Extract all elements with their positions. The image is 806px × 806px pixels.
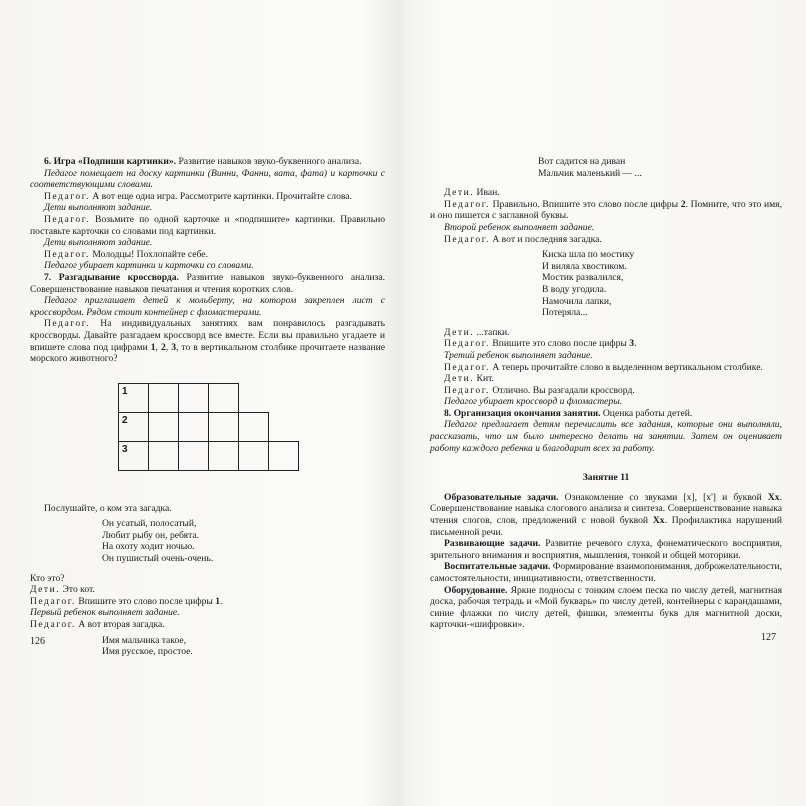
stage-direction: Педагог убирает картинки и карточки со словами. [44, 260, 254, 272]
teacher-line: Педагог. Впишите это слово после цифры 3. [444, 338, 637, 350]
riddle-poem: Киска шла по мостику И виляла хвостиком. Мостик развалился, В воду угодила. Намочила лапки, Потеряла... [542, 249, 635, 319]
stage-direction: Дети выполняют задание. [44, 237, 153, 249]
children-line: Дети. Иван. [444, 187, 500, 199]
stage-direction: Педагог приглашает детей к мольберту, на котором закреплен лист с кроссвордом. Рядом стоит контейнер с фломастерами. [30, 295, 385, 318]
teacher-line: Педагог. Впишите это слово после цифры 1. [30, 595, 223, 607]
crossword-number: 3 [122, 443, 128, 455]
crossword-number: 2 [122, 414, 128, 426]
crossword-cell [208, 441, 239, 471]
crossword-task-paragraph: 7. Разгадывание кроссворда. Развитие навыков звуко-буквенного анализа. Совершенствование навыков печатания и чтения коротких слов. [30, 271, 385, 295]
crossword-cell [148, 412, 179, 442]
page-number: 126 [30, 636, 45, 647]
crossword-cell [148, 383, 179, 413]
lesson-title: Занятие 11 [582, 472, 630, 484]
right-page-text [430, 156, 782, 631]
crossword-cell [118, 383, 149, 413]
left-page-text [30, 156, 385, 658]
crossword-cell [118, 412, 149, 442]
teacher-line: Педагог. Молодцы! Похлопайте себе. [44, 248, 208, 260]
crossword-cell [268, 441, 299, 471]
crossword-number: 1 [122, 385, 128, 397]
stage-direction: Дети выполняют задание. [44, 202, 153, 214]
teacher-line: Педагог. На индивидуальных занятиях вам понравилось разгадывать кроссворды. Давайте разгадаем кроссворд все вместе. Если вы правильно угадаете и впишете слова под цифрами 1, 2, 3, то в вертикальном столбике прочитаете название морского животного? [30, 318, 386, 365]
teacher-line: Педагог. Возьмите по одной карточке и «подпишите» картинки. Правильно поставьте карточки со словами под картинки. [30, 213, 385, 237]
riddle-intro: Послушайте, о ком эта загадка. [44, 502, 172, 514]
stage-direction: Педагог убирает кроссворд и фломастеры. [444, 396, 623, 408]
educational-goals: Образовательные задачи. Ознакомление со звуками [х], [х'] и буквой Хх. Совершенствование навыка слогового анализа и синтеза. Совершенствование навыка чтения слогов, слов, предложений с новой буквой Хх. Профилактика нарушений письменной речи. [430, 491, 783, 538]
teacher-line: Педагог. А теперь прочитайте слово в выделенном вертикальном столбике. [444, 361, 763, 373]
teacher-line: Педагог. А вот еще одна игра. Рассмотрите картинки. Прочитайте слова. [44, 190, 352, 202]
crossword-cell [148, 441, 179, 471]
children-line: Дети. Кит. [444, 373, 494, 385]
crossword-cell [238, 441, 269, 471]
crossword-cell [178, 412, 209, 442]
riddle-poem: Имя мальчика такое, Имя русское, простое. [102, 634, 193, 658]
riddle-poem: Он усатый, полосатый, Любит рыбу он, ребята. На охоту ходит ночью. Он пушистый очень-очень. [102, 518, 214, 565]
teacher-line: Педагог. Отлично. Вы разгадали кроссворд. [444, 384, 635, 396]
crossword-cell [208, 412, 239, 442]
teacher-line: Педагог. А вот и последняя загадка. [444, 233, 602, 245]
question: Кто это? [30, 572, 65, 584]
page-number: 127 [761, 632, 776, 643]
children-line: Дети. ...тапки. [444, 326, 510, 338]
crossword-cell [178, 383, 209, 413]
stage-direction: Педагог помещает на доску картинки (Винни, Фанни, вата, фата) и карточки с соответствующими словами. [30, 167, 385, 191]
crossword-cell [208, 383, 239, 413]
developmental-goals: Развивающие задачи. Развитие речевого слуха, фонематического восприятия, зрительного внимания и восприятия, мышления, тонкой и общей моторики. [430, 538, 782, 561]
stage-direction: Первый ребенок выполняет задание. [30, 607, 180, 619]
equipment: Оборудование. Яркие подносы с тонким слоем песка по числу детей, магнитная доска, рабочая тетрадь и «Мой букварь» по числу детей, контейнеры с карандашами, синие флажки по числу детей, фишки, элементы букв для магнитной доски, карточки-«шифровки». [430, 584, 782, 631]
stage-direction: Педагог предлагает детям перечислить все задания, которые они выполняли, рассказать, что им было интересно делать на занятии. Затем он оценивает работу каждого ребенка и благодарит всех за работу. [430, 419, 782, 454]
crossword-cell [238, 412, 269, 442]
crossword-cell [118, 441, 149, 471]
game6-paragraph: 6. Игра «Подпиши картинки». Развитие навыков звуко-буквенного анализа. [44, 156, 362, 167]
children-line: Дети. Это кот. [30, 584, 95, 596]
crossword-cell [178, 441, 209, 471]
end-of-lesson-paragraph: 8. Организация окончания занятия. Оценка работы детей. [444, 407, 693, 419]
crossword-grid [30, 373, 385, 495]
upbringing-goals: Воспитательные задачи. Формирование взаимопонимания, доброжелательности, самостоятельности, инициативности, ответственности. [430, 561, 782, 584]
teacher-line: Педагог. Правильно. Впишите это слово после цифры 2. Помните, что это имя, и оно пишется с заглавной буквы. [430, 198, 782, 222]
riddle-poem: Вот садится на диван Мальчик маленький — ... [538, 156, 642, 179]
stage-direction: Третий ребенок выполняет задание. [444, 349, 593, 361]
teacher-line: Педагог. А вот вторая загадка. [30, 619, 165, 631]
stage-direction: Второй ребенок выполняет задание. [444, 221, 595, 233]
right-page [403, 0, 806, 806]
